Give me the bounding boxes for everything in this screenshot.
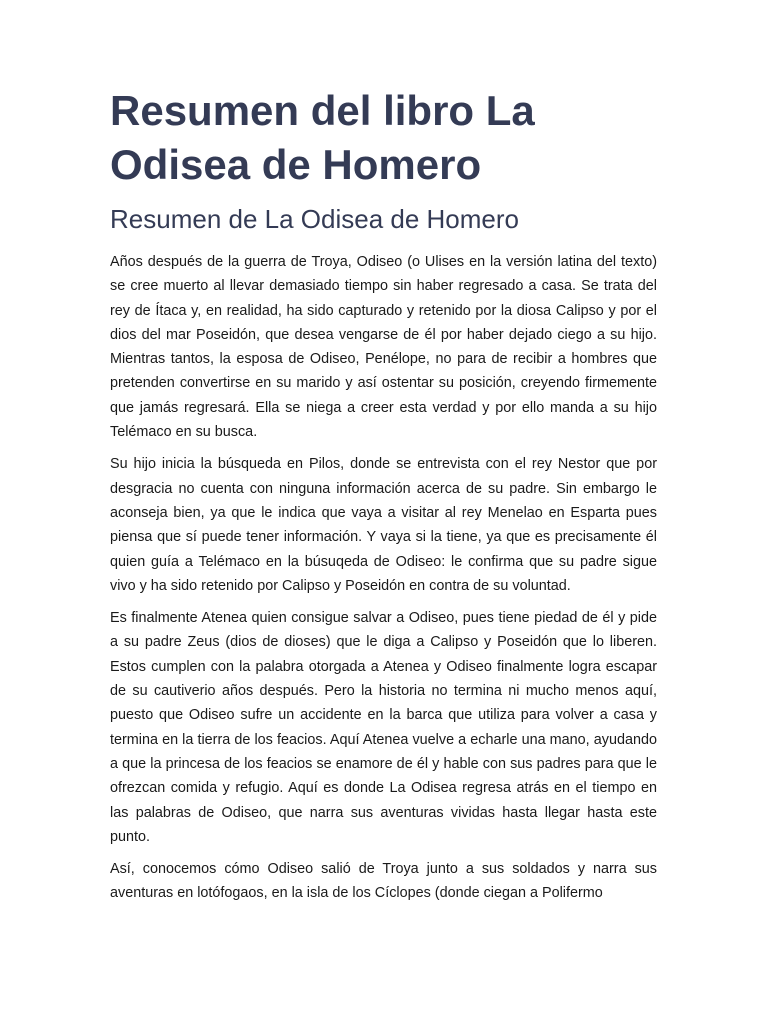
document-page bbox=[110, 84, 657, 906]
page-title: Resumen del libro La Odisea de Homero bbox=[110, 87, 535, 188]
page-subtitle: Resumen de La Odisea de Homero bbox=[110, 204, 520, 234]
paragraph-4: Así, conocemos cómo Odiseo salió de Troya junto a sus soldados y narra sus aventuras en lotófogaos, en la isla de los Cíclopes (donde ciegan a Polifermo bbox=[110, 861, 657, 902]
paragraph-3: Es finalmente Atenea quien consigue salvar a Odiseo, pues tiene piedad de él y pide a su padre Zeus (dios de dioses) que le diga a Calipso y Poseidón que lo liberen. Estos cumplen con la palabra otorgada a Atenea y Odiseo finalmente logra escapar de su cautiverio años después. Pero la historia no termina ni mucho menos aquí, puesto que Odiseo sufre un accidente en la barca que utiliza para volver a casa y termina en la tierra de los feacios. Aquí Atenea vuelve a echarle una mano, ayudando a que la princesa de los feacios se enamore de él y hable con sus padres para que le ofrezcan comida y refugio. Aquí es donde La Odisea regresa atrás en el tiempo en las palabras de Odiseo, que narra sus aventuras vividas hasta llegar hasta este punto. bbox=[110, 610, 657, 845]
paragraph-2: Su hijo inicia la búsqueda en Pilos, donde se entrevista con el rey Nestor que por desgracia no cuenta con ninguna información acerca de su padre. Sin embargo le aconseja bien, ya que le indica que vaya a visitar al rey Menelao en Esparta pues piensa que sí puede tener información. Y vaya si la tiene, ya que es precisamente él quien guía a Telémaco en la búsuqeda de Odiseo: le confirma que su padre sigue vivo y ha sido retenido por Calipso y Poseidón en contra de su voluntad. bbox=[110, 456, 657, 594]
paragraph-1: Años después de la guerra de Troya, Odiseo (o Ulises en la versión latina del texto) se cree muerto al llevar demasiado tiempo sin haber regresado a casa. Se trata del rey de Ítaca y, en realidad, ha sido capturado y retenido por la diosa Calipso y por el dios del mar Poseidón, que desea vengarse de él por haber dejado ciego a su hijo. Mientras tantos, la esposa de Odiseo, Penélope, no para de recibir a hombres que pretenden convertirse en su marido y así ostentar su posición, creyendo firmemente que jamás regresará. Ella se niega a creer esta verdad y por ello manda a su hijo Telémaco en su busca. bbox=[110, 254, 657, 441]
